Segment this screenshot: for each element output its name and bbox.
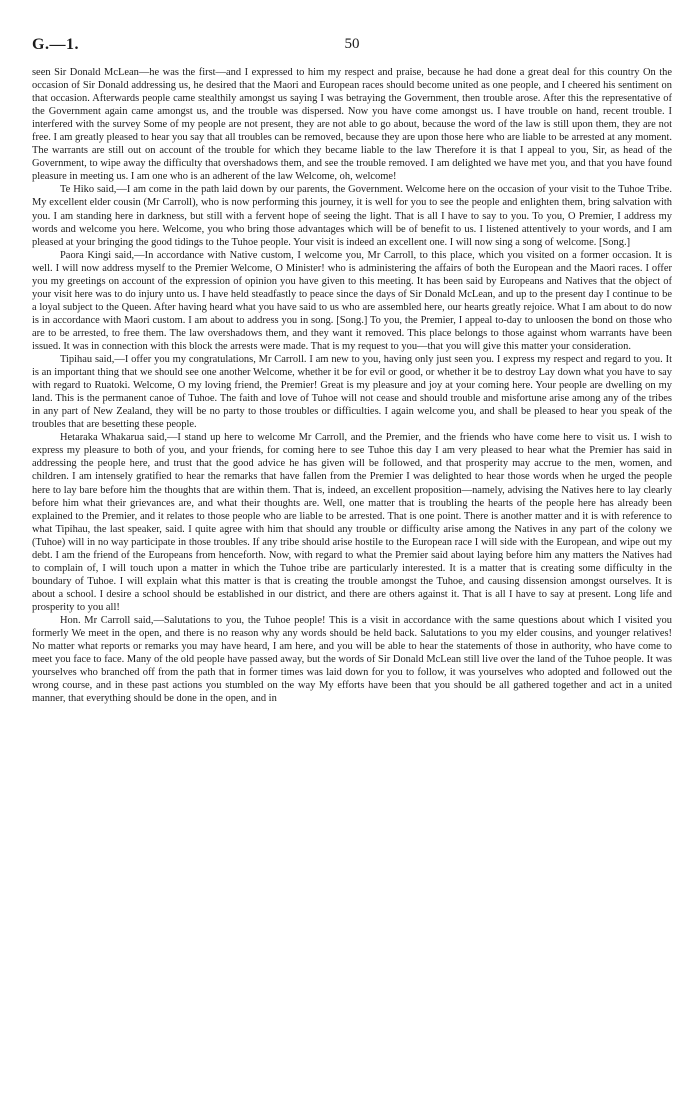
paragraph-te-hiko: Te Hiko said,—I am come in the path laid down by our parents, the Government. Welcome here on the occasion of your visit to the Tuhoe Tribe. My excellent elder cousin (Mr Carroll), who is now performing this journey, it is well for you to see the people and enlighten them, bring salvation with you. I am standing here in darkness, but still with a fervent hope of seeing the light. That is all I have to say to you. To you, O Premier, I address my words and welcome you here. Welcome, you who bring those advantages which will be of benefit to us. I listened attentively to your words, and I am pleased at your bringing the good tidings to the Tuhoe people. Your visit is indeed an excellent one. I will now sing a song of welcome. [Song.] — [32, 184, 672, 248]
paragraph-mr-carroll: Hon. Mr Carroll said,—Salutations to you, the Tuhoe people! This is a visit in accordance with the same questions about which I visited you formerly We meet in the open, and there is no reason why any words should be held back. Salutations to you my elder cousins, and younger relatives! No matter what reports or remarks you may have heard, I am here, and you will be able to hear the statements of those in authority, who have come to meet you face to face. Many of the old people have passed away, but the words of Sir Donald McLean still live over the land of the Tuhoe people. It was yourselves who branched off from the path that in former times was laid down for you to follow, it was yourselves who adopted and followed out the wrong course, and in these past actions you stumbled on the way My efforts have been that you should be all gathered together and act in a united manner, that everything should be done in the open, and in — [32, 614, 672, 705]
paragraph-paora-kingi: Paora Kingi said,—In accordance with Native custom, I welcome you, Mr Carroll, to this place, which you visited on a former occasion. It is well. I will now address myself to the Premier Welcome, O Minister! who is administering the affairs of both the European and the Maori races. I offer you my greetings on account of the expression of opinion you have given to this meeting. It has been said by Europeans and Natives that the object of your visit here was to do injury unto us. I have held steadfastly to peace since the days of Sir Donald McLean, and up to the present day I continue to be a loyal subject to the Queen. After having heard what you have said to us who are assembled here, our hearts greatly rejoice. What I am about to do now is in accordance with Maori custom. I am about to address you in song. [Song.] To you, the Premier, I appeal to-day to unloosen the bond on those who are to be arrested, to free them. The law overshadows them, and they want it removed. This place belongs to those against whom warrants have been issued. It was in connection with this block the arrests were made. That is my request to you—that you will give this matter your consideration. — [32, 249, 672, 352]
page-header — [32, 36, 672, 56]
document-body — [32, 66, 672, 705]
paragraph-hetaraka-whakarua: Hetaraka Whakarua said,—I stand up here to welcome Mr Carroll, and the Premier, and the friends who have come here to visit us. I wish to express my pleasure to both of you, and your friends, for coming here to see Tuhoe this day I am very pleased to hear what the Premier has said in addressing the people here, and trust that the good advice he has given will be followed, and that prosperity may accrue to the men, women, and children. I am intensely gratified to hear the remarks that have fallen from the Premier I was delighted to hear those words when he urged the people here to lay bare before him the thoughts that are within them. That is, indeed, an excellent proposition—namely, advising the Natives here to lay clearly before him what their grievances are, and what their thoughts are. Well, one matter that is troubling the hearts of the people here has already been explained to the Premier, and it relates to those people who are liable to be arrested. That is one point. There is another matter and it is with reference to what Tipihau, the last speaker, said. I quite agree with him that should any trouble or difficulty arise among the Natives in any part of the colony we (Tuhoe) will in no way participate in those troubles. If any tribe should arise hostile to the European race I will side with the European, and wipe out my debt. I am the friend of the Europeans from henceforth. Now, with regard to what the Premier said about laying before him any matters the Natives had to complain of, I will touch upon a matter in which the Tuhoe tribe are particularly interested. It is a matter that is creating some difficulty in the boundary of Tuhoe. I will explain what this matter is that is creating the trouble amongst the Tuhoe, and causing dissension amongst ourselves. It is about a school. I desire a school should be established in our district, and there are others against it. That is all I have to say at present. Long life and prosperity to you all! — [32, 432, 672, 613]
document-reference: G.—1. — [32, 36, 79, 53]
paragraph-continuation: seen Sir Donald McLean—he was the first—and I expressed to him my respect and praise, because he had done a great deal for this country On the occasion of Sir Donald addressing us, he desired that the Maori and European races should become united as one people, and I cheered his sentiment on that occasion. Afterwards people came stealthily amongst us saying I was betraying the Government, then trouble arose. After this the representative of the Government again came amongst us, and the trouble was dispersed. Now you have come amongst us. I have trouble on hand, recent trouble. I interfered with the survey Some of my people are not present, they are not able to go about, because the word of the law is still upon them, they are not free. I am greatly pleased to hear you say that all troubles can be removed, because they are upon those here who are liable to be arrested at any moment. The warrants are still out on account of the trouble for which they became liable to the law Therefore it is that I appeal to you, Sir, as head of the Government, to wipe away the difficulty that overshadows them, and see the trouble removed. I am delighted we have met you, and that you have found pleasure in meeting us. I am one who is an adherent of the law Welcome, oh, welcome! — [32, 67, 672, 183]
paragraph-tipihau: Tipihau said,—I offer you my congratulations, Mr Carroll. I am new to you, having only just seen you. I express my respect and regard to you. It is an important thing that we should see one another Welcome, whether it be for evil or good, or whether it be to destroy Lay down what you have to say with regard to Ruatoki. Welcome, O my loving friend, the Premier! Great is my pleasure and joy at your coming here. Your people are dwelling on my land. This is the permanent canoe of Tuhoe. The faith and love of Tuhoe will not cease and should trouble and misfortune arise among any of the tribes in any part of New Zealand, they will be no party to those troubles or difficulties. I again welcome you, and shall be pleased to hear you speak of the troubles that are besetting these people. — [32, 354, 672, 431]
page-number: 50 — [344, 36, 360, 52]
